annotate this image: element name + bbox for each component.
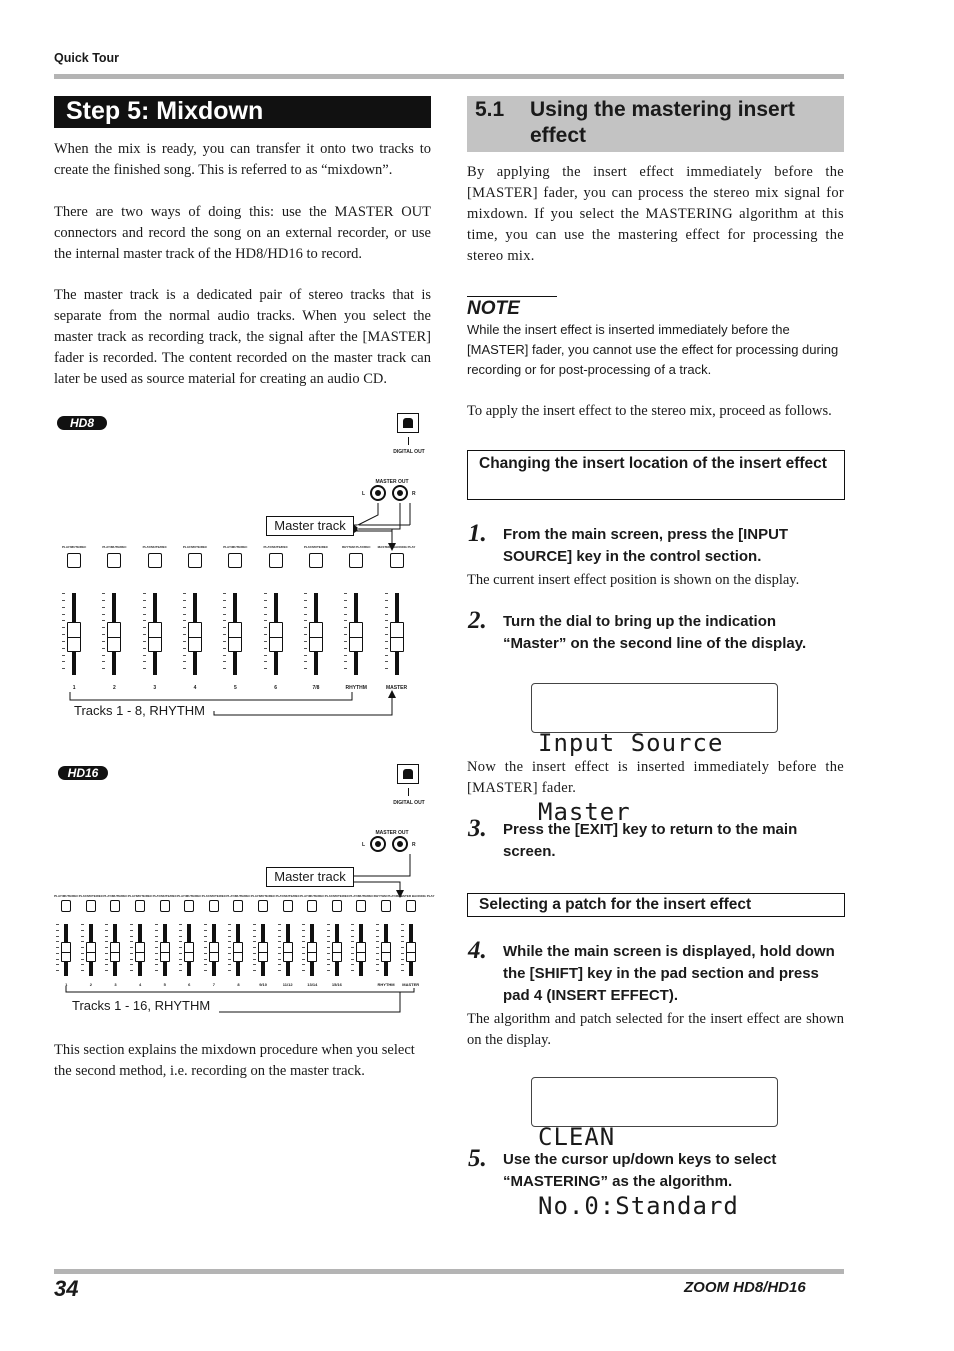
jack-r-label: R xyxy=(412,491,416,497)
section-number: 5.1 xyxy=(475,98,505,121)
fader-knob xyxy=(356,942,366,962)
hd8-badge: HD8 xyxy=(57,416,107,430)
digital-out-label: DIGITAL OUT xyxy=(393,449,425,455)
fader-knob xyxy=(160,942,170,962)
hd8-mixer-panel xyxy=(54,545,414,695)
channel-key-label: MASTER / BACKING PLAY xyxy=(377,545,416,549)
lcd1-line2: Master xyxy=(538,798,631,826)
channel-status-key xyxy=(283,900,293,912)
channel-key-label: RHYTHM PLAY/REC xyxy=(373,894,403,898)
channel-number-label: 13/14 xyxy=(307,982,318,987)
fader-scale xyxy=(304,593,308,675)
channel-strip xyxy=(177,894,202,994)
channel-key-label: PLAY/MUTE/REC xyxy=(54,894,79,898)
channel-strip xyxy=(103,894,128,994)
channel-key-label: PLAY/MUTE/REC xyxy=(127,894,153,898)
header-rule xyxy=(54,74,844,79)
channel-status-key xyxy=(381,900,391,912)
fader-knob xyxy=(135,942,145,962)
channel-status-key xyxy=(309,553,323,568)
fader-knob xyxy=(269,622,283,652)
channel-status-key xyxy=(349,553,363,568)
channel-key-label: PLAY/MUTE/REC xyxy=(152,894,177,898)
channel-key-label: PLAY/MUTE/REC xyxy=(62,545,87,549)
channel-key-label: PLAY/MUTE/REC xyxy=(182,545,208,549)
fader-scale xyxy=(102,593,106,675)
channel-status-key xyxy=(67,553,81,568)
fader-knob xyxy=(148,622,162,652)
channel-status-key xyxy=(188,553,202,568)
channel-number-label: 7/8 xyxy=(312,685,320,691)
fader-scale xyxy=(376,924,380,976)
channel-number-label: MASTER xyxy=(402,982,420,987)
fader-scale xyxy=(81,924,85,976)
channel-strip xyxy=(215,545,255,695)
channel-strip xyxy=(325,894,350,994)
channel-strip xyxy=(135,545,175,695)
channel-strip xyxy=(373,894,403,994)
fader-knob xyxy=(390,622,404,652)
section-title-line2: effect xyxy=(530,124,587,147)
channel-status-key xyxy=(135,900,145,912)
channel-strip xyxy=(256,545,296,695)
channel-number-label: RHYTHM xyxy=(377,982,395,987)
section-title-line1: Using the mastering insert xyxy=(530,98,795,121)
channel-status-key xyxy=(184,900,194,912)
channel-status-key xyxy=(390,553,404,568)
channel-key-label: PLAY/MUTE/REC xyxy=(263,545,288,549)
step5-text: Use the cursor up/down keys to select “MASTERING” as the algorithm. xyxy=(503,1151,777,1190)
channel-status-key xyxy=(332,900,342,912)
channel-strip xyxy=(300,894,325,994)
hd16-mixer-panel xyxy=(54,894,435,994)
channel-key-label: PLAY/MUTE/REC xyxy=(250,894,276,898)
channel-key-label: PLAY/MUTE/REC xyxy=(142,545,167,549)
channel-number-label: 5 xyxy=(163,982,166,987)
channel-strip xyxy=(275,894,300,994)
channel-strip xyxy=(296,545,336,695)
channel-strip xyxy=(175,545,215,695)
fader-knob xyxy=(188,622,202,652)
product-name: ZOOM HD8/HD16 xyxy=(684,1279,806,1296)
hd16-diagram xyxy=(54,756,434,1026)
step1-desc: The current insert effect position is shown on the display. xyxy=(467,572,800,588)
fader-knob xyxy=(258,942,268,962)
channel-number-label: 4 xyxy=(193,685,197,691)
master-out-label: MASTER OUT xyxy=(375,479,409,485)
channel-number-label: MASTER xyxy=(385,685,408,691)
channel-strip xyxy=(128,894,153,994)
channel-number-label: 2 xyxy=(113,685,116,691)
fader-knob xyxy=(309,622,323,652)
step5-number: 5. xyxy=(468,1145,487,1172)
channel-strip xyxy=(251,894,276,994)
channel-status-key xyxy=(209,900,219,912)
fader-scale xyxy=(56,924,60,976)
channel-number-label: 5 xyxy=(233,685,237,691)
fader-scale xyxy=(223,593,227,675)
master-track-label: Master track xyxy=(266,516,354,536)
lcd2-line2: No.0:Standard xyxy=(538,1192,739,1220)
fader-knob xyxy=(233,942,243,962)
fader-knob xyxy=(184,942,194,962)
channel-strip xyxy=(376,545,416,695)
jack-l-label: L xyxy=(362,842,366,848)
channel-strip xyxy=(349,894,374,994)
fader-scale xyxy=(327,924,331,976)
subhead-select-patch: Selecting a patch for the insert effect xyxy=(467,893,845,917)
step4-desc: The algorithm and patch selected for the insert effect are shown on the display. xyxy=(467,1011,844,1048)
channel-strip xyxy=(152,894,177,994)
channel-number-label: 15/16 xyxy=(331,982,342,987)
fader-scale xyxy=(228,924,232,976)
fader-scale xyxy=(302,924,306,976)
channel-status-key xyxy=(269,553,283,568)
note-text: While the insert effect is inserted immediately before the [MASTER] fader, you cannot use the effect for processing during recording or for post-processing of a track. xyxy=(467,322,839,377)
channel-strip xyxy=(94,545,134,695)
subhead-insert-location: Changing the insert location of the insert effect xyxy=(467,450,845,500)
step1-text: From the main screen, press the [INPUT SOURCE] key in the control section. xyxy=(503,526,789,565)
channel-key-label: PLAY/MUTE/REC xyxy=(103,894,128,898)
fader-scale xyxy=(401,924,405,976)
fader-knob xyxy=(406,942,416,962)
channel-key-label: PLAY/MUTE/REC xyxy=(275,894,300,898)
channel-strip xyxy=(398,894,435,994)
methods-paragraph: There are two ways of doing this: use the MASTER OUT connectors and record the song on an external recorder, or use the internal master track of the HD8/HD16 to record. xyxy=(54,204,431,262)
channel-strip xyxy=(226,894,251,994)
channel-status-key xyxy=(107,553,121,568)
channel-number-label: 6 xyxy=(274,685,278,691)
section-title xyxy=(467,96,844,152)
fader-knob xyxy=(307,942,317,962)
digital-out-label: DIGITAL OUT xyxy=(393,800,425,806)
channel-key-label: PLAY/MUTE/REC xyxy=(78,894,103,898)
page-title: Step 5: Mixdown xyxy=(54,96,431,128)
channel-key-label: PLAY/MUTE/REC xyxy=(300,894,325,898)
fader-scale xyxy=(105,924,109,976)
note-heading: NOTE xyxy=(467,296,557,321)
channel-key-label: PLAY/MUTE/REC xyxy=(324,894,349,898)
step1-number: 1. xyxy=(468,520,487,547)
fader-knob xyxy=(228,622,242,652)
channel-status-key xyxy=(258,900,268,912)
channel-status-key xyxy=(406,900,416,912)
closing-paragraph: This section explains the mixdown procedure when you select the second method, i.e. recording on the master track. xyxy=(54,1042,415,1079)
apply-text: To apply the insert effect to the stereo mix, proceed as follows. xyxy=(467,403,832,419)
jack-r-label: R xyxy=(412,842,416,848)
fader-knob xyxy=(107,622,121,652)
fader-scale xyxy=(183,593,187,675)
running-header: Quick Tour xyxy=(54,51,120,65)
jack-l-label: L xyxy=(362,491,366,497)
step4-number: 4. xyxy=(468,937,487,964)
lcd2-line1: CLEAN xyxy=(538,1123,616,1151)
channel-number-label: 3 xyxy=(114,982,117,987)
channel-number-label: 11/12 xyxy=(282,982,293,987)
channel-key-label: PLAY/MUTE/REC xyxy=(223,545,248,549)
step2-text: Turn the dial to bring up the indication “Master” on the second line of the display. xyxy=(503,613,807,652)
page-number: 34 xyxy=(54,1276,79,1301)
channel-number-label: 6 xyxy=(188,982,191,987)
fader-knob xyxy=(349,622,363,652)
step3-number: 3. xyxy=(468,815,487,842)
channel-number-label: 1 xyxy=(72,685,76,691)
channel-strip xyxy=(79,894,104,994)
channel-status-key xyxy=(86,900,96,912)
fader-knob xyxy=(332,942,342,962)
fader-knob xyxy=(61,942,71,962)
channel-key-label: PLAY/MUTE/REC xyxy=(201,894,226,898)
fader-scale xyxy=(278,924,282,976)
fader-scale xyxy=(264,593,268,675)
channel-strip xyxy=(336,545,376,695)
channel-strip xyxy=(54,545,94,695)
master-track-paragraph: The master track is a dedicated pair of stereo tracks that is separate from the normal audio tracks. When you select the master track as recording track, the signal after the [MASTER] fader is recorded. The content recorded on the master track can later be used as source material for creating an audio CD. xyxy=(54,287,431,387)
fader-knob xyxy=(86,942,96,962)
channel-status-key xyxy=(160,900,170,912)
channel-key-label: PLAY/MUTE/REC xyxy=(102,545,127,549)
fader-knob xyxy=(67,622,81,652)
fader-scale xyxy=(351,924,355,976)
channel-key-label: PLAY/MUTE/REC xyxy=(177,894,202,898)
step3-text: Press the [EXIT] key to return to the main screen. xyxy=(503,821,798,860)
channel-status-key xyxy=(233,900,243,912)
fader-scale xyxy=(143,593,147,675)
fader-scale xyxy=(155,924,159,976)
hd8-diagram xyxy=(54,405,434,725)
channel-status-key xyxy=(307,900,317,912)
channel-status-key xyxy=(356,900,366,912)
master-track-label: Master track xyxy=(266,867,354,887)
after-lcd1-text: Now the insert effect is inserted immediately before the [MASTER] fader. xyxy=(467,759,844,796)
channel-strip xyxy=(54,894,79,994)
fader-knob xyxy=(283,942,293,962)
tracks-label: Tracks 1 - 8, RHYTHM xyxy=(74,703,205,718)
channel-status-key xyxy=(148,553,162,568)
fader-scale xyxy=(204,924,208,976)
channel-key-label: RHYTHM PLAY/REC xyxy=(341,545,371,549)
channel-key-label: PLAY/MUTE/REC xyxy=(226,894,251,898)
channel-number-label: 7 xyxy=(212,982,215,987)
fader-scale xyxy=(385,593,389,675)
channel-key-label: MASTER BACKING PLAY xyxy=(398,894,435,898)
fader-scale xyxy=(62,593,66,675)
channel-number-label: 9/10 xyxy=(259,982,267,987)
channel-number-label: 1 xyxy=(65,982,68,987)
fader-knob xyxy=(381,942,391,962)
fader-knob xyxy=(209,942,219,962)
lcd1-line1: Input Source xyxy=(538,729,724,757)
channel-number-label: 2 xyxy=(89,982,92,987)
fader-scale xyxy=(179,924,183,976)
channel-number-label: RHYTHM xyxy=(345,685,367,691)
fader-scale xyxy=(253,924,257,976)
channel-status-key xyxy=(61,900,71,912)
footer-rule xyxy=(54,1269,844,1274)
channel-number-label: 8 xyxy=(237,982,240,987)
channel-strip xyxy=(202,894,227,994)
fader-scale xyxy=(130,924,134,976)
fader-knob xyxy=(110,942,120,962)
channel-number-label: 3 xyxy=(153,685,157,691)
step4-text: While the main screen is displayed, hold down the [SHIFT] key in the pad section and press pad 4 (INSERT EFFECT). xyxy=(503,943,835,1004)
tracks-label: Tracks 1 - 16, RHYTHM xyxy=(72,998,211,1013)
channel-key-label: PLAY/MUTE/REC xyxy=(303,545,329,549)
channel-number-label: 4 xyxy=(138,982,142,987)
master-out-label: MASTER OUT xyxy=(375,830,409,836)
channel-status-key xyxy=(110,900,120,912)
intro-paragraph: When the mix is ready, you can transfer it onto two tracks to create the finished song. This is referred to as “mixdown”. xyxy=(54,141,431,178)
section-intro: By applying the insert effect immediately before the [MASTER] fader, you can process the stereo mix signal for mixdown. If you select the MASTERING algorithm at this time, you can use the mastering effect for processing the stereo mix. xyxy=(467,164,844,264)
step2-number: 2. xyxy=(468,607,487,634)
channel-key-label: PLAY/MUTE/REC xyxy=(349,894,374,898)
fader-scale xyxy=(344,593,348,675)
channel-status-key xyxy=(228,553,242,568)
hd16-badge: HD16 xyxy=(58,766,108,780)
